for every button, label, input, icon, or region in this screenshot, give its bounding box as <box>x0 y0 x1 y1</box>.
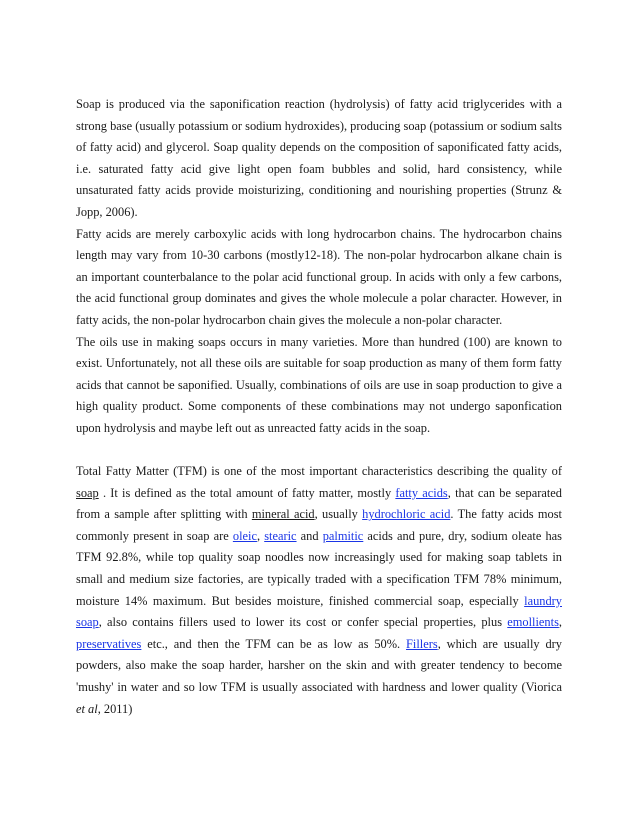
citation-et-al: et al <box>76 701 98 716</box>
text-run: and <box>296 528 323 543</box>
link-oleic[interactable]: oleic <box>232 528 257 543</box>
underlined-term-soap: soap <box>76 485 99 500</box>
text-run: , usually <box>314 507 363 522</box>
text-run: , that can be separated from a sample after splitting with <box>76 485 562 522</box>
link-fillers[interactable]: Fillers <box>406 636 438 651</box>
paragraph-tfm <box>76 461 562 720</box>
text-run: . The fatty acids most commonly present in soap are <box>76 507 562 543</box>
paragraph-oils: The oils use in making soaps occurs in many varieties. More than hundred (100) are known to exist. Unfortunately, not all these oils are suitable for soap production as many of them form fatty acids that cannot be saponified. Usually, combinations of oils are use in soap production to give a high quality product. Some components of these combinations may not undergo saponfication upon hydrolysis and maybe left out as unreacted fatty acids in the soap. <box>76 334 562 435</box>
document-body <box>76 94 562 720</box>
link-palmitic[interactable]: palmitic <box>322 528 364 543</box>
link-hydrochloric-acid[interactable]: hydrochloric acid <box>362 507 451 522</box>
text-run: , <box>558 615 562 630</box>
paragraph-fatty-acids: Fatty acids are merely carboxylic acids with long hydrocarbon chains. The hydrocarbon chains length may vary from 10-30 carbons (mostly12-18). The non-polar hydrocarbon alkane chain is an important counterbalance to the polar acid functional group. In acids with only a few carbons, the acid functional group dominates and gives the whole molecule a polar character. However, in fatty acids, the non-polar hydrocarbon chain gives the molecule a non-polar character. <box>76 226 562 327</box>
text-run: . It is defined as the total amount of fatty matter, mostly <box>98 485 396 500</box>
text-run: , <box>256 528 265 543</box>
text-run: , also contains fillers used to lower its cost or confer special properties, plus <box>98 615 508 630</box>
text-run: Total Fatty Matter (TFM) is one of the most important characteristics describing the quality of <box>76 464 562 479</box>
paragraph-soap-production: Soap is produced via the saponification reaction (hydrolysis) of fatty acid triglycerides with a strong base (usually potassium or sodium hydroxides), producing soap (potassium or sodium salts of fatty acid) and glycerol. Soap quality depends on the composition of saponificated fatty acids, i.e. saturated fatty acid give light open foam bubbles and solid, hard consistency, while unsaturated fatty acids provide moisturizing, conditioning and nourishing properties (Strunz & Jopp, 2006). <box>76 97 562 219</box>
link-preservatives[interactable]: preservatives <box>76 636 142 651</box>
text-run: , 2011) <box>97 701 133 716</box>
link-emollients[interactable]: emollients <box>507 615 559 630</box>
underlined-term-mineral-acid: mineral acid <box>251 507 315 522</box>
text-run: acids and pure, dry, sodium oleate has TFM 92.8%, while top quality soap noodles now increasingly used for making soap tablets in small and medium size factories, are typically traded with a specification TFM 78% minimum, moisture 14% maximum. But besides moisture, finished commercial soap, especially <box>76 528 563 608</box>
text-run: etc., and then the TFM can be as low as 50%. <box>141 636 407 651</box>
paragraph-gap <box>76 440 562 462</box>
link-laundry-soap[interactable]: laundry soap <box>76 593 562 630</box>
text-run: , which are usually dry powders, also make the soap harder, harsher on the skin and with greater tendency to become 'mushy' in water and so low TFM is usually associated with hardness and lower quality (Viorica <box>76 636 562 695</box>
link-stearic[interactable]: stearic <box>264 528 297 543</box>
link-fatty-acids[interactable]: fatty acids <box>395 485 448 500</box>
